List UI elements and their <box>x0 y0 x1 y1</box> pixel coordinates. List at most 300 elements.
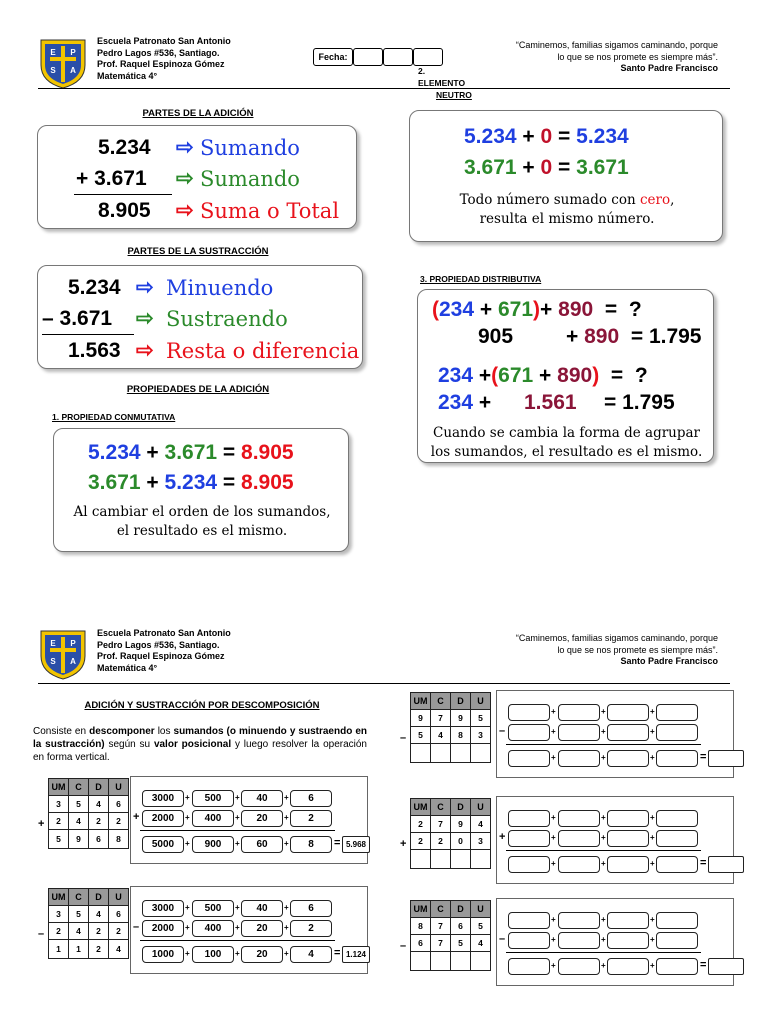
distributive-row-3 <box>438 362 648 390</box>
plus-sign: + <box>551 753 556 762</box>
dist-905: 905 <box>478 325 514 348</box>
dist-1795-a: 1.795 <box>648 325 702 348</box>
answer-cell[interactable] <box>471 952 491 971</box>
value-pill: 3000 <box>142 790 184 807</box>
digit-cell: 7 <box>431 710 451 727</box>
difference: 1.563 <box>68 339 121 362</box>
plus-sign: + <box>601 727 606 736</box>
answer-box[interactable] <box>558 856 600 873</box>
ex3-place-value-table <box>410 692 491 763</box>
value-pill: 20 <box>241 946 283 963</box>
logo-letter-a: A <box>70 657 76 666</box>
value-pill: 900 <box>192 836 234 853</box>
distributive-row-1 <box>432 296 642 324</box>
plus-sign: + <box>185 793 190 802</box>
answer-box[interactable] <box>558 958 600 975</box>
plus-sign: + <box>650 833 655 842</box>
value-pill: 2 <box>290 810 332 827</box>
answer-box[interactable] <box>656 724 698 741</box>
teacher-name: Prof. Raquel Espinoza Gómez <box>97 59 225 69</box>
digit-cell: 2 <box>89 923 109 940</box>
quote-line-2: lo que se nos promete es siempre más”. <box>557 51 718 62</box>
operation-sign: – <box>499 725 506 737</box>
arrow-icon: ⇨ <box>176 199 194 222</box>
digit-cell: 4 <box>471 935 491 952</box>
digit-cell: 0 <box>451 833 471 850</box>
quote-author: Santo Padre Francisco <box>620 656 718 666</box>
total-answer-box[interactable] <box>708 856 744 873</box>
neutral-note-comma: , <box>670 192 675 208</box>
neutral-eq-1 <box>464 123 629 151</box>
plus-sign: + <box>235 839 240 848</box>
answer-box[interactable] <box>656 856 698 873</box>
distributive-row-4 <box>438 389 491 417</box>
dist-1561: 1.561 <box>524 391 577 414</box>
answer-box[interactable] <box>558 912 600 929</box>
digit-cell: 5 <box>471 918 491 935</box>
difference-line <box>42 334 134 335</box>
plus-sign: + <box>601 935 606 944</box>
answer-box[interactable] <box>656 958 698 975</box>
plus-sign: + <box>551 915 556 924</box>
plus-sign: + <box>601 915 606 924</box>
commutative-note <box>54 503 350 541</box>
plus-sign: + <box>522 125 535 148</box>
answer-box[interactable] <box>558 750 600 767</box>
plus-sign: + <box>185 813 190 822</box>
equals-sign: = <box>604 391 617 414</box>
total-answer-box[interactable] <box>708 958 744 975</box>
digit-cell: 8 <box>109 830 129 849</box>
decomposition-title: ADICIÓN Y SUSTRACCIÓN POR DESCOMPOSICIÓN <box>84 700 320 711</box>
answer-box[interactable] <box>558 932 600 949</box>
place-header: U <box>471 693 491 710</box>
plus-sign: + <box>522 156 535 179</box>
logo-letter-a: A <box>70 66 76 75</box>
quote-line-1: “Caminemos, familias sigamos caminando, porque <box>515 40 718 50</box>
answer-cell[interactable] <box>411 952 431 971</box>
arrow-icon: ⇨ <box>136 339 154 362</box>
plus-sign: + <box>650 727 655 736</box>
plus-sign: + <box>235 949 240 958</box>
place-header: UM <box>49 779 69 796</box>
plus-sign: + <box>235 813 240 822</box>
distributive-note <box>418 424 715 462</box>
digit-cell: 9 <box>69 830 89 849</box>
answer-box[interactable] <box>508 932 550 949</box>
school-name: Escuela Patronato San Antonio <box>97 628 231 638</box>
place-header: D <box>451 799 471 816</box>
place-header: U <box>109 889 129 906</box>
school-logo <box>38 37 88 89</box>
value-pill: 5000 <box>142 836 184 853</box>
equals-sign: = <box>604 298 618 321</box>
digit-cell: 8 <box>451 727 471 744</box>
digit-cell: 5 <box>49 830 69 849</box>
digit-cell: 2 <box>49 923 69 940</box>
answer-box[interactable] <box>558 830 600 847</box>
quote-line-1: “Caminemos, familias sigamos caminando, porque <box>515 633 718 643</box>
equals-sign: = <box>222 441 236 464</box>
value-pill: 3000 <box>142 900 184 917</box>
answer-box[interactable] <box>656 750 698 767</box>
answer-box[interactable] <box>656 912 698 929</box>
dist-671: 671 <box>498 298 534 321</box>
value-pill: 1000 <box>142 946 184 963</box>
school-info <box>97 36 231 82</box>
subject: Matemática 4° <box>97 70 158 81</box>
question-mark: ? <box>628 298 642 321</box>
subtrahend: – 3.671 <box>42 307 113 330</box>
plus-sign: + <box>146 471 159 494</box>
value-pill: 40 <box>241 790 283 807</box>
digit-cell: 5 <box>471 710 491 727</box>
digit-cell: 9 <box>411 710 431 727</box>
value-pill: 400 <box>192 810 234 827</box>
plus-sign: + <box>284 903 289 912</box>
neutral-a2: 5.234 <box>576 125 629 148</box>
plus-sign: + <box>601 961 606 970</box>
answer-cell[interactable] <box>471 850 491 869</box>
digit-cell: 6 <box>109 796 129 813</box>
place-header: U <box>471 799 491 816</box>
distributive-note-1: Cuando se cambia la forma de agrupar <box>432 425 701 441</box>
operation-sign: – <box>38 928 45 940</box>
dist-234-c: 234 <box>438 391 474 414</box>
answer-box[interactable] <box>607 724 649 741</box>
digit-cell: 2 <box>89 940 109 959</box>
dist-1795-b: 1.795 <box>622 391 675 414</box>
arrow-icon: ⇨ <box>136 276 154 299</box>
plus-sign: + <box>235 793 240 802</box>
subject: Matemática 4° <box>97 662 158 673</box>
result-line <box>140 830 335 831</box>
dist-890: 890 <box>558 298 594 321</box>
plus-sign: + <box>551 833 556 842</box>
place-header: D <box>89 889 109 906</box>
para-bold-3: valor posicional <box>153 739 232 750</box>
operation-sign: – <box>133 921 140 933</box>
dist-234-b: 234 <box>438 364 474 387</box>
place-header: C <box>431 901 451 918</box>
equals-sign: = <box>630 325 644 348</box>
answer-cell[interactable] <box>431 850 451 869</box>
answer-cell[interactable] <box>471 744 491 763</box>
paren-open: ( <box>432 298 439 321</box>
commutative-eq-2 <box>88 469 294 497</box>
label-sumando-2: Sumando <box>200 167 300 191</box>
school-address: Pedro Lagos #536, Santiago. <box>97 639 220 650</box>
commutative-b2: 5.234 <box>164 471 218 494</box>
digit-cell: 4 <box>89 796 109 813</box>
label-sumando-1: Sumando <box>200 136 300 160</box>
digit-cell: 2 <box>431 833 451 850</box>
neutral-title <box>418 65 472 101</box>
digit-cell: 5 <box>69 796 89 813</box>
neutral-title-1: ELEMENTO <box>418 78 466 88</box>
paren-close: ) <box>592 364 600 387</box>
date-month-box[interactable] <box>383 48 413 66</box>
digit-cell: 5 <box>451 935 471 952</box>
plus-sign: + <box>478 364 492 387</box>
answer-box[interactable] <box>508 750 550 767</box>
answer-cell[interactable] <box>451 952 471 971</box>
answer-box[interactable] <box>508 704 550 721</box>
answer-cell[interactable] <box>431 952 451 971</box>
arrow-icon: ⇨ <box>176 136 194 159</box>
place-header: UM <box>49 889 69 906</box>
distributive-card <box>417 289 714 463</box>
answer-box[interactable] <box>558 810 600 827</box>
school-name: Escuela Patronato San Antonio <box>97 36 231 46</box>
plus-sign: + <box>551 727 556 736</box>
place-header: C <box>69 889 89 906</box>
digit-cell: 3 <box>471 833 491 850</box>
answer-box[interactable] <box>558 704 600 721</box>
answer-cell[interactable] <box>451 850 471 869</box>
logo-letter-p: P <box>70 48 76 57</box>
value-pill: 20 <box>241 920 283 937</box>
ex4-place-value-table <box>410 798 491 869</box>
value-pill: 20 <box>241 810 283 827</box>
digit-cell: 4 <box>109 940 129 959</box>
commutative-b1: 3.671 <box>88 471 141 494</box>
plus-sign: + <box>551 859 556 868</box>
plus-sign: + <box>284 923 289 932</box>
result-line <box>140 940 335 941</box>
operation-sign: – <box>400 940 407 952</box>
plus-sign: + <box>284 813 289 822</box>
plus-sign: + <box>601 833 606 842</box>
equals-sign: = <box>700 857 707 869</box>
answer-cell[interactable] <box>451 744 471 763</box>
answer-box[interactable] <box>607 750 649 767</box>
equals-sign: = <box>334 947 341 959</box>
date-day-box[interactable] <box>353 48 383 66</box>
plus-sign: + <box>650 813 655 822</box>
plus-sign: + <box>601 707 606 716</box>
answer-box[interactable] <box>508 958 550 975</box>
neutral-card <box>409 110 723 242</box>
answer-box[interactable] <box>607 932 649 949</box>
neutral-note-line-1 <box>410 191 724 210</box>
dist-671-b: 671 <box>498 364 534 387</box>
paren-open: ( <box>491 364 499 387</box>
label-minuendo: Minuendo <box>166 276 274 300</box>
answer-box[interactable] <box>508 724 550 741</box>
digit-cell: 2 <box>411 816 431 833</box>
digit-cell: 2 <box>411 833 431 850</box>
answer-box[interactable] <box>656 830 698 847</box>
answer-box[interactable] <box>607 958 649 975</box>
logo-letter-e: E <box>50 48 56 57</box>
answer-box[interactable] <box>656 704 698 721</box>
addition-parts-title: PARTES DE LA ADICIÓN <box>142 108 254 119</box>
place-header: C <box>69 779 89 796</box>
total-box: 5.968 <box>342 836 370 853</box>
digit-cell: 6 <box>451 918 471 935</box>
commutative-note-2: el resultado es el mismo. <box>116 523 288 539</box>
answer-cell[interactable] <box>411 850 431 869</box>
plus-sign: + <box>284 793 289 802</box>
plus-sign: + <box>601 813 606 822</box>
commutative-a2: 3.671 <box>164 441 218 464</box>
answer-box[interactable] <box>508 810 550 827</box>
answer-box[interactable] <box>656 810 698 827</box>
properties-title: PROPIEDADES DE LA ADICIÓN <box>126 384 270 395</box>
answer-box[interactable] <box>607 856 649 873</box>
answer-box[interactable] <box>508 912 550 929</box>
para-bold-1: descomponer <box>89 726 155 737</box>
digit-cell: 2 <box>89 813 109 830</box>
value-pill: 60 <box>241 836 283 853</box>
place-header: C <box>431 693 451 710</box>
value-pill: 2000 <box>142 810 184 827</box>
value-pill: 2 <box>290 920 332 937</box>
label-sustraendo: Sustraendo <box>166 307 288 331</box>
plus-sign: + <box>650 707 655 716</box>
place-header: UM <box>411 693 431 710</box>
plus-sign: + <box>650 935 655 944</box>
answer-box[interactable] <box>656 932 698 949</box>
label-suma-total: Suma o Total <box>200 199 340 223</box>
place-header: UM <box>411 901 431 918</box>
value-pill: 4 <box>290 946 332 963</box>
digit-cell: 4 <box>69 813 89 830</box>
digit-cell: 2 <box>49 813 69 830</box>
digit-cell: 4 <box>89 906 109 923</box>
equals-sign: = <box>558 156 571 179</box>
header-rule <box>38 88 730 89</box>
plus-sign: + <box>650 961 655 970</box>
plus-sign: + <box>650 859 655 868</box>
answer-cell[interactable] <box>431 744 451 763</box>
sum-result: 8.905 <box>98 199 151 222</box>
quote-line-2: lo que se nos promete es siempre más”. <box>557 644 718 655</box>
total-box: 1.124 <box>342 946 370 963</box>
value-pill: 2000 <box>142 920 184 937</box>
ex2-place-value-table <box>48 888 129 959</box>
quote-author: Santo Padre Francisco <box>620 63 718 73</box>
zero: 0 <box>540 156 553 179</box>
plus-sign: + <box>551 935 556 944</box>
answer-box[interactable] <box>508 856 550 873</box>
commutative-r2: 8.905 <box>241 471 294 494</box>
plus-sign: + <box>284 949 289 958</box>
neutral-b2: 3.671 <box>576 156 629 179</box>
place-header: D <box>451 901 471 918</box>
neutral-note-1: Todo número sumado con <box>459 192 636 208</box>
para-part-3: según su <box>104 739 154 750</box>
header-quote-2 <box>418 633 718 668</box>
equals-sign: = <box>558 125 571 148</box>
date-label: Fecha: <box>313 48 353 66</box>
digit-cell: 6 <box>411 935 431 952</box>
answer-box[interactable] <box>607 704 649 721</box>
answer-box[interactable] <box>508 830 550 847</box>
plus-sign: + <box>185 839 190 848</box>
operation-sign: – <box>499 933 506 945</box>
place-header: D <box>451 693 471 710</box>
logo-letter-p: P <box>70 639 76 648</box>
answer-box[interactable] <box>558 724 600 741</box>
equals-sign: = <box>700 959 707 971</box>
distributive-row-4b <box>604 389 675 417</box>
distributive-note-2: los sumandos, el resultado es el mismo. <box>430 444 703 460</box>
digit-cell: 1 <box>69 940 89 959</box>
neutral-note-2: resulta el mismo número. <box>479 211 655 227</box>
operation-sign: + <box>499 831 506 843</box>
place-header: U <box>109 779 129 796</box>
operation-sign: + <box>133 811 140 823</box>
value-pill: 100 <box>192 946 234 963</box>
place-header: D <box>89 779 109 796</box>
plus-sign: + <box>551 961 556 970</box>
value-pill: 400 <box>192 920 234 937</box>
digit-cell: 2 <box>109 923 129 940</box>
school-logo <box>38 628 88 680</box>
ex5-place-value-table <box>410 900 491 971</box>
plus-sign: + <box>601 859 606 868</box>
place-header: C <box>431 799 451 816</box>
plus-sign: + <box>540 298 553 321</box>
answer-box[interactable] <box>607 830 649 847</box>
digit-cell: 8 <box>411 918 431 935</box>
dist-890-b: 890 <box>584 325 620 348</box>
digit-cell: 7 <box>431 816 451 833</box>
commutative-card <box>53 428 349 552</box>
plus-sign: + <box>650 915 655 924</box>
plus-sign: + <box>146 441 159 464</box>
header-rule-2 <box>38 683 730 684</box>
para-part-1: Consiste en <box>33 726 90 737</box>
plus-sign: + <box>284 839 289 848</box>
digit-cell: 3 <box>471 727 491 744</box>
plus-sign: + <box>185 923 190 932</box>
plus-sign: + <box>551 813 556 822</box>
operation-sign: – <box>400 732 407 744</box>
commutative-note-1: Al cambiar el orden de los sumandos, <box>73 504 331 520</box>
distributive-row-2b <box>566 323 702 351</box>
digit-cell: 5 <box>69 906 89 923</box>
commutative-title: 1. PROPIEDAD CONMUTATIVA <box>52 412 176 422</box>
answer-box[interactable] <box>607 912 649 929</box>
zero: 0 <box>540 125 553 148</box>
neutral-a1: 5.234 <box>464 125 517 148</box>
minuend: 5.234 <box>68 276 121 299</box>
plus-sign: + <box>185 903 190 912</box>
teacher-name: Prof. Raquel Espinoza Gómez <box>97 651 225 661</box>
neutral-note-zero: cero <box>639 192 671 208</box>
distributive-row-2 <box>478 323 513 351</box>
operation-sign: + <box>400 838 407 850</box>
digit-cell: 4 <box>431 727 451 744</box>
digit-cell: 6 <box>109 906 129 923</box>
arrow-icon: ⇨ <box>136 307 154 330</box>
plus-sign: + <box>235 903 240 912</box>
total-answer-box[interactable] <box>708 750 744 767</box>
plus-sign: + <box>601 753 606 762</box>
commutative-a1: 5.234 <box>88 441 141 464</box>
plus-sign: + <box>235 923 240 932</box>
answer-box[interactable] <box>607 810 649 827</box>
addend-2: + 3.671 <box>76 167 147 190</box>
answer-cell[interactable] <box>411 744 431 763</box>
equals-sign: = <box>334 837 341 849</box>
addend-1: 5.234 <box>98 136 151 159</box>
neutral-b1: 3.671 <box>464 156 517 179</box>
result-line <box>506 850 701 851</box>
